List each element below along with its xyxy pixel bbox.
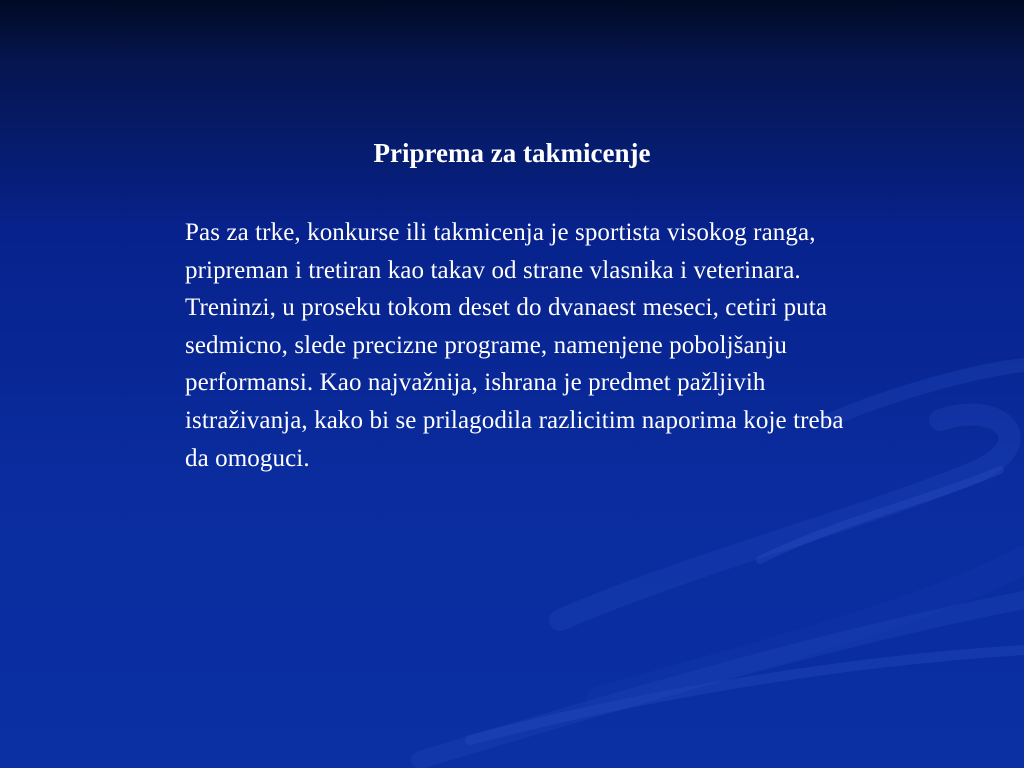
slide-title: Priprema za takmicenje: [373, 138, 651, 168]
slide-body-text: Pas za trke, konkurse ili takmicenja je sportista visokog ranga, pripreman i tretiran kao takav od strane vlasnika i veterinara. Treninzi, u proseku tokom deset do dvanaest meseci, cetiri puta sedmicno, slede precizne programe, namenjene poboljšanju performansi. Kao najvažnija, ishrana je predmet pažljivih istraživanja, kako bi se prilagodila razlicitim naporima koje treba da omoguci.: [185, 219, 844, 472]
